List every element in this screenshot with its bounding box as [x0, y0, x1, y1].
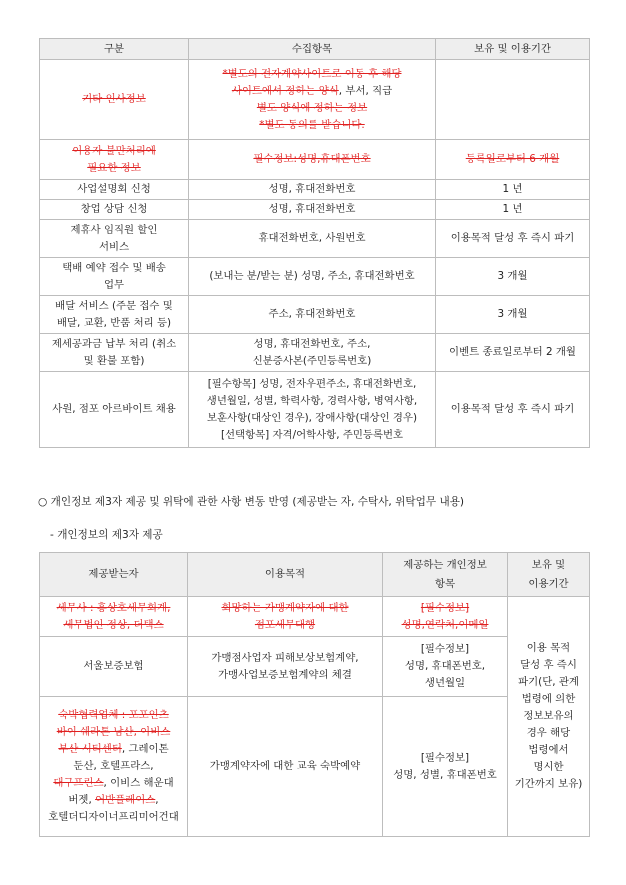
collection-items-table — [39, 38, 590, 448]
recipient-text: 버젯, — [68, 794, 96, 806]
row-items — [189, 334, 436, 372]
row-recipient — [40, 597, 188, 637]
item-line: [선택항목] 자격/어학사항, 주민등록번호 — [220, 428, 404, 441]
row-items — [189, 372, 436, 448]
struck-recipient-text: 세무사 : 홍상호세무회계, — [56, 601, 171, 614]
table-row — [40, 334, 590, 372]
row-period: 3 개월 — [436, 296, 590, 334]
category-line: 업무 — [103, 278, 125, 291]
row-period: 3 개월 — [436, 258, 590, 296]
period-line: 법령에서 — [528, 744, 569, 756]
purpose-line: 가맹점사업자 피해보상보험계약, — [211, 651, 359, 664]
period-line: 정보보유의 — [523, 710, 574, 722]
row-items — [383, 637, 508, 697]
row-category — [40, 334, 189, 372]
item-line: [필수정보] — [420, 643, 470, 655]
row-category — [40, 140, 189, 180]
header-line: 제공하는 개인정보 — [403, 558, 487, 571]
category-line: 제세공과금 납부 처리 (취소 — [51, 337, 177, 350]
category-line: 배달 서비스 (주문 접수 및 — [55, 299, 173, 312]
period-line: 기간까지 보유) — [514, 778, 583, 790]
struck-recipient-text: 바이 쉐라톤 남산, 이비스 — [56, 726, 171, 738]
header-period — [508, 553, 590, 597]
header-category: 구분 — [40, 39, 189, 60]
table-header-row — [40, 39, 590, 60]
table-row — [40, 258, 590, 296]
table-row — [40, 60, 590, 140]
table-row — [40, 637, 590, 697]
row-period: 1 년 — [436, 200, 590, 220]
category-line: 택배 예약 접수 및 배송 — [62, 261, 166, 274]
category-line: 및 환불 포함) — [83, 354, 145, 367]
item-line: [필수항목] 성명, 전자우편주소, 휴대전화번호, — [207, 377, 417, 390]
struck-category-text: 기타 인사정보 — [82, 93, 146, 105]
third-party-table — [39, 552, 590, 837]
recipient-text: , 그레이톤 — [121, 743, 169, 755]
category-line: 서비스 — [98, 240, 130, 253]
row-items: (보내는 분/받는 분) 성명, 주소, 휴대전화번호 — [189, 258, 436, 296]
category-line: 제휴사 임직원 할인 — [70, 223, 158, 236]
struck-category-text: 이용자 불만처리에 — [72, 144, 156, 157]
struck-purpose-text: 희망하는 가맹계약자에 대한 — [221, 601, 349, 614]
table-row — [40, 220, 590, 258]
struck-recipient-text: 부산 시티센터 — [58, 743, 122, 755]
item-line: 생년월일 — [424, 677, 466, 689]
header-items: 수집항목 — [189, 39, 436, 60]
period-line: 달성 후 즉시 — [520, 659, 577, 671]
header-line: 보유 및 — [531, 558, 566, 571]
recipient-text: 호텔더디자이너프리미어건대 — [48, 811, 179, 823]
item-line: 성명, 휴대폰번호, — [404, 660, 486, 672]
table-row — [40, 597, 590, 637]
row-purpose — [188, 637, 383, 697]
row-category: 사원, 점포 아르바이트 채용 — [40, 372, 189, 448]
row-items — [383, 597, 508, 637]
struck-category-text: 필요한 정보 — [87, 161, 141, 174]
struck-item-text: *별도 동의를 받습니다. — [259, 118, 365, 131]
row-items — [189, 140, 436, 180]
item-text: , 부서, 직급 — [338, 84, 393, 97]
period-line: 경우 해당 — [526, 727, 571, 739]
struck-recipient-text: 어반플레이스 — [95, 794, 156, 806]
period-line: 법령에 의한 — [521, 693, 576, 705]
row-period — [436, 60, 590, 140]
row-category — [40, 296, 189, 334]
row-purpose: 가맹계약자에 대한 교육 숙박예약 — [188, 697, 383, 837]
item-line: 보훈사항(대상인 경우), 장애사항(대상인 경우) — [206, 411, 418, 424]
struck-item-text: *별도의 전자계약사이트로 이동 후 해당 — [222, 67, 402, 80]
row-recipient — [40, 697, 188, 837]
row-recipient: 서울보증보험 — [40, 637, 188, 697]
item-line: [필수정보] — [420, 751, 470, 764]
struck-recipient-text: 대구프린스 — [53, 777, 104, 789]
row-category: 창업 상담 신청 — [40, 200, 189, 220]
header-items — [383, 553, 508, 597]
period-line: 파기(단, 관계 — [518, 676, 579, 688]
row-period — [436, 140, 590, 180]
row-period: 이용목적 달성 후 즉시 파기 — [436, 220, 590, 258]
row-category — [40, 258, 189, 296]
table-row — [40, 140, 590, 180]
row-category — [40, 60, 189, 140]
row-purpose — [188, 597, 383, 637]
struck-item-text: [필수정보] — [420, 601, 470, 614]
struck-item-text: 별도 양식에 정하는 정보 — [256, 101, 368, 114]
table-row — [40, 372, 590, 448]
table-row — [40, 200, 590, 220]
purpose-line: 가맹사업보증보험계약의 체결 — [218, 668, 352, 681]
struck-purpose-text: 점포세무대행 — [254, 618, 316, 631]
struck-item-text: 성명,연락처,이메일 — [401, 618, 489, 631]
period-line: 이용 목적 — [526, 642, 571, 654]
struck-recipient-text: 세무법인 정상, 더택스 — [63, 618, 164, 631]
item-line: 성명, 휴대전화번호, 주소, — [253, 337, 371, 350]
item-line: 생년월일, 성별, 학력사항, 경력사항, 병역사항, — [206, 394, 418, 407]
row-category: 사업설명회 신청 — [40, 180, 189, 200]
header-recipient: 제공받는자 — [40, 553, 188, 597]
row-period — [508, 597, 590, 837]
row-items — [383, 697, 508, 837]
header-purpose: 이용목적 — [188, 553, 383, 597]
table-row — [40, 296, 590, 334]
period-line: 명시한 — [533, 761, 564, 773]
row-period: 이용목적 달성 후 즉시 파기 — [436, 372, 590, 448]
row-period: 1 년 — [436, 180, 590, 200]
row-items: 주소, 휴대전화번호 — [189, 296, 436, 334]
recipient-text: , 이비스 해운대 — [103, 777, 174, 789]
third-party-heading: - 개인정보의 제3자 제공 — [50, 529, 163, 541]
recipient-text: , — [155, 794, 159, 806]
row-period: 이벤트 종료일로부터 2 개월 — [436, 334, 590, 372]
row-items: 성명, 휴대전화번호 — [189, 180, 436, 200]
struck-item-text: 사이트에서 정하는 양식 — [231, 84, 339, 97]
header-line: 이용기간 — [528, 577, 569, 590]
row-category — [40, 220, 189, 258]
header-line: 항목 — [434, 577, 456, 590]
struck-item-text: 필수정보:성명,휴대폰번호 — [253, 153, 371, 165]
item-line: 성명, 성별, 휴대폰번호 — [393, 768, 497, 781]
row-items: 휴대전화번호, 사원번호 — [189, 220, 436, 258]
struck-period-text: 등록일로부터 6 개월 — [465, 153, 560, 165]
recipient-text: 둔산, 호텔프라스, — [73, 760, 154, 772]
row-items — [189, 60, 436, 140]
struck-recipient-text: 숙박협력업체 : 포포인츠 — [58, 709, 169, 721]
item-line: 신분증사본(주민등록번호) — [252, 354, 372, 367]
table-row — [40, 697, 590, 837]
row-items: 성명, 휴대전화번호 — [189, 200, 436, 220]
change-notice: ○ 개인정보 제3자 제공 및 위탁에 관한 사항 변동 반영 (제공받는 자, 수탁사, 위탁업무 내용) — [38, 496, 465, 508]
table-header-row — [40, 553, 590, 597]
table-row — [40, 180, 590, 200]
header-period: 보유 및 이용기간 — [436, 39, 590, 60]
category-line: 배달, 교환, 반품 처리 등) — [56, 316, 172, 329]
